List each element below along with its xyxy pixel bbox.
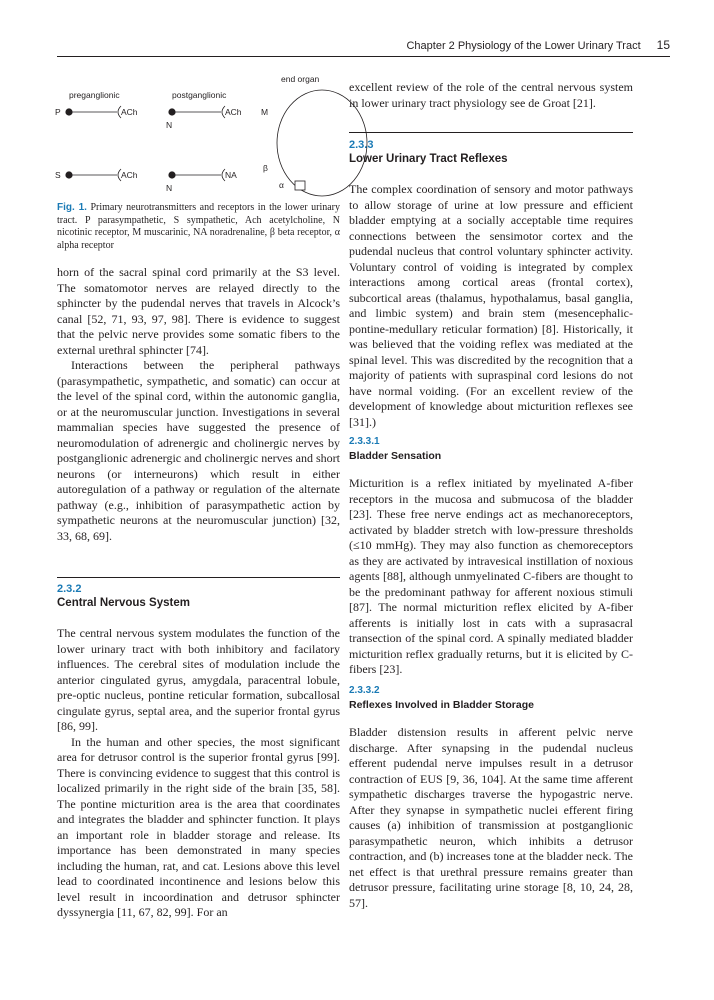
bladder-neck-box	[295, 181, 305, 190]
beta-receptor-label: β	[263, 163, 268, 173]
label-s: S	[55, 170, 61, 180]
right-column-top	[349, 80, 633, 111]
m-receptor-label: M	[261, 107, 269, 117]
ach-label-3: ACh	[121, 170, 138, 180]
n-receptor-label-2: N	[166, 183, 173, 193]
right-column-sensation	[349, 476, 633, 678]
left-column-top	[57, 265, 340, 544]
right-column-storage	[349, 725, 633, 911]
n-receptor-label-1: N	[166, 120, 173, 130]
paragraph: Interactions between the peripheral pathways (parasympathetic, sympathetic, and somatic) can occur at the level of the spinal cord, within the autonomic ganglia, or at the neuromuscular junction. Investigations in several mammalian species have suggested the presence of neuromodulation of adrenergic and cholinergic nerves by postganglionic adrenergic and cholinergic nerves and short neurons (or interneurons) which result in either autoregulation of a pathway or regulation of the alternate pathway (e.g., inhibition of parasympathetic action by sympathetic neurons at the neuromuscular junction) [32, 33, 68, 69].	[57, 358, 340, 543]
na-label: NA	[225, 170, 237, 180]
paragraph: excellent review of the role of the central nervous system in lower urinary tract physiology see de Groat [21].	[349, 80, 633, 110]
section-title: Lower Urinary Tract Reflexes	[349, 153, 508, 165]
postganglionic-label: postganglionic	[172, 90, 227, 100]
paragraph: horn of the sacral spinal cord primarily at the S3 level. The somatomotor nerves are relayed directly to the sphincter by the pudendal nerves that travels in Alcock’s canal [52, 71, 93, 97, 98]. There is evidence to suggest that the pelvic nerve provides some somatic fibers to the external urethral sphincter [74].	[57, 265, 340, 357]
paragraph: Micturition is a reflex initiated by myelinated A-fiber receptors in the mucosa and submucosa of the bladder [23]. These free nerve endings act as mechanoreceptors, activated by bladder stretch with low-pressure thresholds (≤10 mmHg). They may also function as chemoreceptors as they are activated by intravesical instillation of noxious agents [88], although unmyelinated C-fibers are thought to be the predominant pathway for afferent noxious stimuli [87]. The normal micturition reflex elicited by A-fiber afferents is initially lost in cats with a suprasacral transection of the spinal cord. A spinally mediated bladder micturition reflex gradually returns, but it is elicited by C-fibers [23].	[349, 476, 633, 676]
figure-1	[55, 70, 345, 200]
left-column-bottom	[57, 626, 340, 921]
label-p: P	[55, 107, 61, 117]
paragraph: In the human and other species, the most significant area for detrusor control is the superior frontal gyrus [99]. There is convincing evidence to suggest that this control is localized primarily in the right side of the brain [35, 58]. The pontine micturition area is the area that coordinates and integrates the bladder and sphincter function. It plays an important role in bladder storage and release. Its importance has been demonstrated in many species including the human, rat, and cat. Lesions above this level lead to coordinated incontinence and lesions below this level result in incoordination and detrusor sphincter dyssynergia [11, 67, 82, 99]. For an	[57, 734, 340, 919]
section-rule	[349, 132, 633, 133]
subsection-number: 2.3.3.2	[349, 685, 380, 696]
section-number: 2.3.3	[349, 139, 374, 151]
neurotransmitter-diagram	[55, 70, 345, 200]
paragraph: The complex coordination of sensory and motor pathways to allow storage of urine at low pressure and efficient bladder emptying at a socially acceptable time requires connections between the sensimotor cortex and the pudendal nucleus that control voluntary sphincter activity. Voluntary control of voiding is integrated by complex interactions among cortical areas (frontal cortex), subcortical areas (thalamus, hypothalamus, basal ganglia, and limbic system) and brain stem (mesencephalic-pontine-medullary reticular formation) [8]. Historically, it was believed that the voiding reflex was mediated at the spinal level. This was discredited by the recognition that a majority of patients with supraspinal cord lesions do not have normal voiding. (For an excellent review of the development of knowledge about micturition reflexes see [31].)	[349, 182, 633, 429]
subsection-title: Reflexes Involved in Bladder Storage	[349, 699, 534, 711]
section-title: Central Nervous System	[57, 597, 190, 609]
figure-caption	[57, 202, 340, 252]
end-organ-label: end organ	[281, 74, 320, 84]
ach-label-2: ACh	[225, 107, 242, 117]
chapter-title: Chapter 2 Physiology of the Lower Urinary Tract	[406, 40, 641, 52]
right-column-reflexes	[349, 182, 633, 430]
subsection-number: 2.3.3.1	[349, 436, 380, 447]
section-rule	[57, 577, 340, 578]
paragraph: The central nervous system modulates the function of the lower urinary tract with both inhibitory and facilatory influences. The cerebral sites of modulation include the anterior cingulated gyrus, amygdala, paracentral lobule, pre-optic nucleus, pontine reticular formation, subcallosal cingulate gyrus, septal area, and the superior frontal gyrus [86, 99].	[57, 626, 340, 733]
ach-label-1: ACh	[121, 107, 138, 117]
paragraph: Bladder distension results in afferent pelvic nerve discharge. After synapsing in the pudendal nucleus efferent pudendal nerve impulses result in a detrusor contraction of EUS [9, 36, 104]. At the same time afferent sympathetic discharges traverse the hypogastric nerve. After they synapse in sympathetic nuclei efferent firing causes (a) inhibition of transmission at postganglionic parasympathetic neuron, which inhibits a detrusor contraction, and (b) increases tone at the bladder neck. The net effect is that urethral pressure remains greater than detrusor pressure, facilitating urine storage [8, 10, 24, 28, 57].	[349, 725, 633, 910]
figure-caption-label: Fig. 1.	[57, 202, 87, 213]
section-number: 2.3.2	[57, 583, 82, 595]
header-rule	[57, 56, 670, 57]
subsection-title: Bladder Sensation	[349, 450, 442, 462]
figure-caption-text: Primary neurotransmitters and receptors in the lower urinary tract. P parasympathetic, S sympathetic, Ach acetylcholine, N nicotinic receptor, M muscarinic, NA noradrenaline, β beta receptor, α alpha receptor	[57, 202, 340, 251]
alpha-receptor-label: α	[279, 180, 284, 190]
page-number: 15	[656, 38, 670, 52]
preganglionic-label: preganglionic	[69, 90, 120, 100]
running-head	[406, 38, 670, 52]
